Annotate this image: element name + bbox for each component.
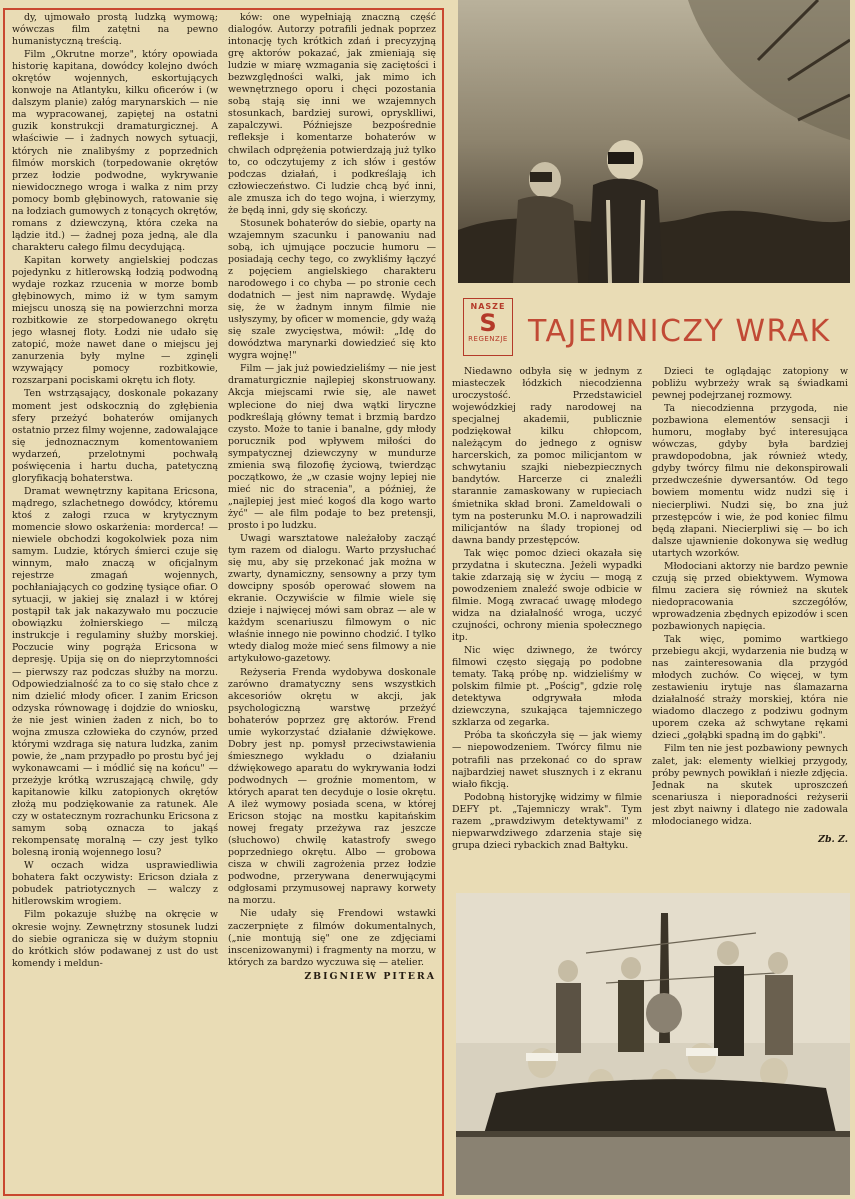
author-signature: ZBIGNIEW PITERA — [304, 970, 436, 982]
paragraph: Film ten nie jest pozbawiony pewnych zalet, jak: elementy wielkiej przygody, próby pewnych powikłań i niezłe zdjęcia. Jednak na skutek uproszczeń scenariusza i nieporadności reżyserii jest zbyt naiwny i dlatego nie zadowala młodocianego widza. — [652, 743, 848, 827]
section-logo-nasze-recenzje — [463, 298, 513, 356]
paragraph: Podobną historyjkę widzimy w filmie DEFY pt. „Tajemniczy wrak". Tym razem „prawdziwym detektywami" z niepwarwdziwego zdarzenia staje się grupa dzieci rybackich znad Bałtyku. — [452, 791, 642, 851]
paragraph: Film „Okrutne morze", który opowiada historię kapitana, dowódcy kolejno dwóch okrętów wojennych, eskortujących konwoje na Atlantyku, kilku oficerów i (w dalszym planie) załóg marynarskich — nie ma wypracowanej, zapiętej na ostatni guzik konstrukcji dramaturgicznej. A właściwie — i żadnych nowych sytuacji, których nie znalibyśmy z poprzednich filmów morskich (torpedowanie okrętów przez łodzie podwodne, wykrywanie niewidocznego wroga i walka z nim przy pomocy bomb głębinowych, ratowanie się na łodziach gumowych z tonących okrętów, romans z dziewczyną, która czeka na lądzie itd.) — żadnej poza jedną, ale dla charakteru całego filmu decydującą. — [12, 49, 218, 253]
paragraph: Film — jak już powiedzieliśmy — nie jest dramaturgicznie najlepiej skonstruowany. Akcja miejscami rwie się, ale nawet wplecione do niej dwa wątki liryczne podkreślają główny temat i brzmią bardzo czysto. Może to tanie i banalne, gdy młody porucznik pod wpływem miłości do sympatycznej dziewczyny w mundurze zmienia swą filozofię życiową, twierdząc początkowo, że „w czasie wojny lepiej nie mieć nic do stracenia", a później, że „najlepiej jest mieć kogoś dla kogo warto żyć" — ale film podaje to bez pretensji, prosto i po ludzku. — [228, 363, 436, 531]
film-still-ship-deck — [456, 893, 850, 1195]
paragraph: Dramat wewnętrzny kapitana Ericsona, mądrego, szlachetnego dowódcy, któremu ktoś z załogi rzuca w krytycznym momencie słowo oskarżenia: morderca! — niewiele obchodzi kogokolwiek poza nim samym. Ludzie, których śmierci czuje się winnym, mało znaczą w oficjalnym rejestrze zmagań wojennych, pochłaniających co godzinę tysiące ofiar. O sytuacji, w jakiej się znalazł i w której postąpił tak jak nakazywało mu poczucie obowiązku żołnierskiego — milczą instrukcje i regulaminy służby morskiej. Poczucie winy pogrąża Ericsona w depresję. Upija się on do nieprzytomności — pierwszy raz podczas służby na morzu. Odpowiedzialność za to co się stało chce z nim dzielić młody oficer. I zanim Ericson odzyska równowagę i dojdzie do wniosku, że nie jest winien żaden z nich, bo to wojna zmusza człowieka do czynów, przed którymi wzdraga się natura ludzka, zanim powie, że „nam przypadło po prostu być jej wykonawcami — i módlić się na końcu" — przeżyje krótką wzruszającą chwilę, gdy kapitanowie kilku zatopionych okrętów złożą mu podziękowanie za ratunek. Ale czy w ostatecznym rozrachunku Ericsona z samym sobą oznacza to jakąś rekompensatę moralną — czy jest tylko bolesną ironią wojennego losu? — [12, 485, 218, 859]
paragraph: Młodociani aktorzy nie bardzo pewnie czują się przed obiektywem. Wymowa filmu zaciera się również na skutek niedopracowania szczegółów, wprowadzenia zbędnych epizodów i scen pozbawionych napięcia. — [652, 560, 848, 632]
paragraph: dy, ujmowało prostą ludzką wymową; wówczas film zatętni na pewno humanistyczną treścią. — [12, 12, 218, 48]
paragraph: Niedawno odbyła się w jednym z miasteczek łódzkich niecodzienna uroczystość. Przedstawiciel wojewódzkiej rady narodowej na specjalnej akademii, publicznie podziękował kilku chłopcom, należącym do jednego z ognisw harcerskich, za pomoc milicjantom w schwytaniu szajki niebezpiecznych bandytów. Harcerze ci znaleźli starannie zamaskowany w rupieciach śmietnika skład broni. Zameldowali o tym na posterunku M.O. i naprowadzili milicjantów na ślady tropionej od dawna bandy przestępców. — [452, 366, 642, 546]
logo-initial: S — [479, 309, 497, 337]
paragraph: W oczach widza usprawiedliwia bohatera fakt oczywisty: Ericson działa z pobudek patriotycznych — walczy z hitlerowskim wrogiem. — [12, 860, 218, 908]
photo-illustration — [456, 893, 850, 1195]
paragraph: Dzieci te oglądając zatopiony w pobliżu wybrzeży wrak są świadkami pewnej podejrzanej rozmowy. — [652, 366, 848, 402]
paragraph: Film pokazuje służbę na okręcie w okresie wojny. Zewnętrzny stosunek ludzi do siebie ogranicza się w dużym stopniu do krótkich słów podawanej z ust do ust komendy i meldun- — [12, 909, 218, 969]
paragraph: Tak więc, pomimo wartkiego przebiegu akcji, wydarzenia nie budzą w nas zainteresowania dla przygód młodych zuchów. Co więcej, w tym zestawieniu irytuje nas ślamazarna działalność straży morskiej, która nie wiadomo dlaczego z podziwu godnym uporem czeka aż schwytane rękami dzieci „gołąbki spadną im do gąbki". — [652, 634, 848, 742]
paragraph: Stosunek bohaterów do siebie, oparty na wzajemnym szacunku i panowaniu nad sobą, ich ujmujące poczucie humoru — posiadają cechy tego, co zwykliśmy łączyć z pojęciem angielskiego charakteru narodowego i co chyba — po stronie cech dodatnich — jest nim naprawdę. Wydaje się, że w żadnym innym filmie nie usłyszymy, by oficer w momencie, gdy ważą się szale zwycięstwa, mówił: „Idę do dowództwa marynarki dowiedzieć się kto wygra wojnę!" — [228, 217, 436, 362]
paragraph: Uwagi warsztatowe należałoby zacząć tym razem od dialogu. Warto przysłuchać się mu, aby się przekonać jak można w zwarty, dynamiczny, sensowny a przy tym dowcipny sposób operować słowem na ekranie. Oczywiście w filmie wiele się dzieje i najwięcej mówi sam obraz — ale w każdym scenariuszu filmowym o nic właśnie innego nie powinno chodzić. I tylko wtedy dialog może mieć sens filmowy a nie artykułowo-gazetowy. — [228, 533, 436, 665]
paragraph: Ta niecodzienna przygoda, nie pozbawiona elementów sensacji i humoru, mogłaby być interesująca wówczas, gdyby była bardziej prawdopodobna, jak również wtedy, gdyby twórcy filmu nie dekonspirowali przedwcześnie dywersantów. Od tego bowiem momentu widz nudzi się i niecierpliwi. Nudzi się, bo zna już przestępców i wie, że pod koniec filmu będą złapani. Niecierpliwi się — bo ich dalsze ujawnienie dokonywa się według utartych wzorków. — [652, 403, 848, 559]
paragraph: Nie udały się Frendowi wstawki zaczerpnięte z filmów dokumentalnych, („nie montują się" one ze zdjęciami inscenizowanymi) i fragmenty na morzu, w których za bardzo wyczuwa się — atelier. — [228, 908, 436, 968]
paragraph: Nic więc dziwnego, że twórcy filmowi często sięgają po podobne tematy. Taką próbę np. widzieliśmy w polskim filmie pt. „Pościg", gdzie rolę detektywa odgrywała młoda dziewczyna, szukająca tajemniczego szklarza od zegarka. — [452, 645, 642, 729]
paragraph: Reżyseria Frenda wydobywa doskonale zarówno dramatyczny sens wszystkich akcesoriów okrętu w akcji, jak psychologiczną warstwę przeżyć bohaterów poprzez grę aktorów. Frend umie wykorzystać działanie dźwiękowe. Dobry jest np. pomysł przeciwstawienia śmiesznego wykładu o działaniu dźwiękowego aparatu do wykrywania łodzi podwodnych — groźnie momentom, w których aparat ten decyduje o losie okrętu. A ileż wymowy posiada scena, w której Ericson stojąc na mostku kapitańskim nowej fregaty przeżywa raz jeszcze (słuchowo) chwilę katastrofy swego poprzedniego okrętu. Albo — grobowa cisza w chwili zagrożenia przez łodzie podwodne, przerywana denerwującymi odgłosami przymusowej naprawy korwety na morzu. — [228, 666, 436, 907]
review-column-1 — [12, 12, 218, 1192]
review-column-4 — [652, 366, 848, 861]
review-column-3 — [452, 366, 642, 861]
paragraph: Tak więc pomoc dzieci okazała się przydatna i skuteczna. Jeżeli wypadki takie zdarzają się w życiu — mogą z powodzeniem znaleźć swoje odbicie w filmie. Mogą zwracać uwagę młodego widza na działalność wroga, uczyć czujności, ochrony mienia społecznego itp. — [452, 547, 642, 644]
author-signature: Zb. Z. — [818, 833, 848, 845]
article-title: TAJEMNICZY WRAK — [528, 314, 831, 349]
photo-illustration — [458, 0, 850, 283]
review-column-2 — [228, 12, 436, 1192]
paragraph: Kapitan korwety angielskiej podczas pojedynku z hitlerowską łodzią podwodną wydaje rozkaz rzucenia w morze bomb głębinowych, mimo iż w tym samym miejscu unoszą się na powierzchni morza rozbitkowie ze storpedowanego okrętu jego własnej floty. Łodzi nie udało się zatopić, może nawet dane o miejscu jej zanurzenia były mylne — zginęli wzywający pomocy rozbitkowie, rozszarpani pociskami okrętu ich floty. — [12, 254, 218, 387]
logo-line-1: NASZE — [470, 302, 506, 311]
paragraph: Próba ta skończyła się — jak wiemy — niepowodzeniem. Twórcy filmu nie potrafili nas przekonać co do spraw najbardziej nawet słusznych i z ekranu wiało fikcją. — [452, 730, 642, 790]
logo-line-2: REGENZJE — [468, 335, 508, 343]
film-still-children-binoculars — [458, 0, 850, 283]
paragraph: Ten wstrząsający, doskonale pokazany moment jest odskocznią do zgłębienia sfery przeżyć bohaterów omijanych ostatnio przez filmy wojenne, zadowalające się jednoznacznym komentowaniem wydarzeń, przelotnymi pochwałą poświęcenia i hartu ducha, patetyczną gloryfikacją bohaterstwa. — [12, 388, 218, 484]
paragraph: ków: one wypełniają znaczną część dialogów. Autorzy potrafili jednak poprzez intonację tych krótkich zdań i precyzyjną grę aktorów pokazać, jak zmieniają się ludzie w miarę wzmagania się zaciętości i bezwzględności walki, jak mimo ich wewnętrznego oporu i chęci pozostania sobą stają się inni we wzajemnych stosunkach, bardziej surowi, oprysklliwi, zapalczywi. Późniejsze bezpośrednie refleksje i komentarze bohaterów w chwilach odprężenia potwierdzają już tylko to, co odczytujemy z ich słów i gestów podczas działań, i podkreślają ich człowieczeństwo. Ci ludzie chcą być inni, ale zmusza ich do tego wojna, i wierzymy, że będą inni, gdy się skończy. — [228, 12, 436, 216]
